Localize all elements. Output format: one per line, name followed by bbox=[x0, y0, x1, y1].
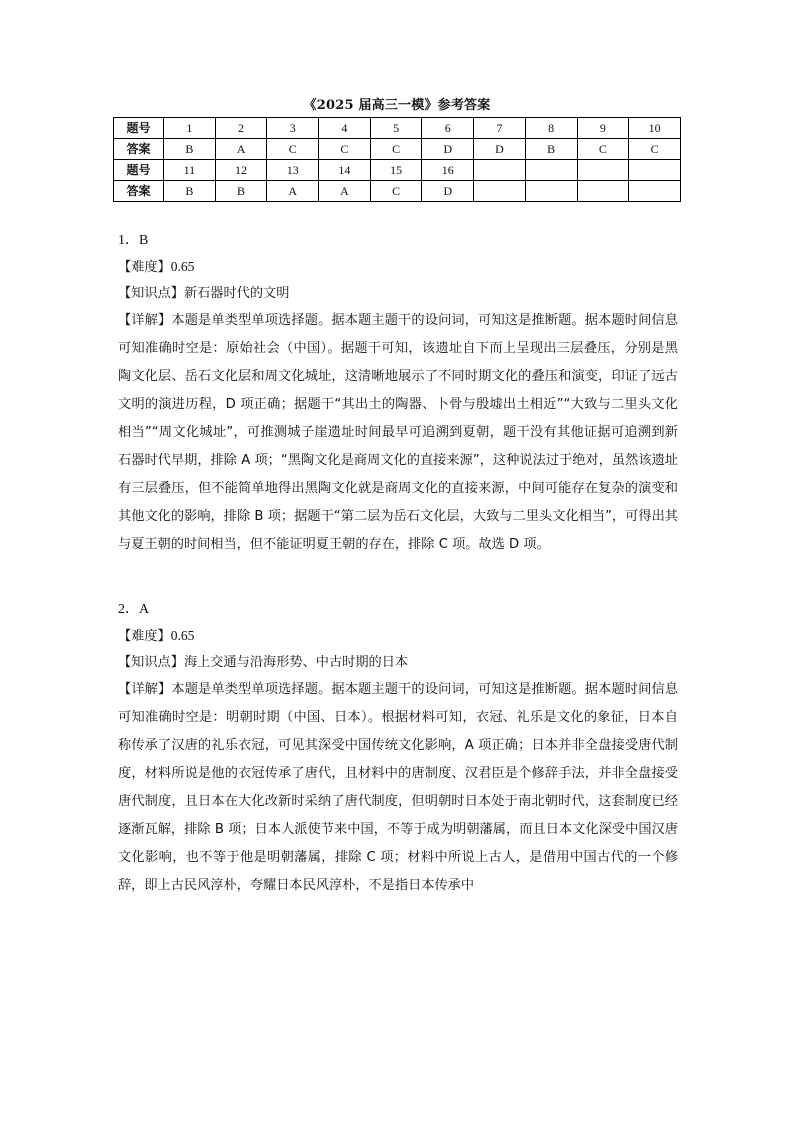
answer-table-cell: A bbox=[215, 139, 267, 160]
answer-table-cell: 2 bbox=[215, 118, 267, 139]
detail-label: 【详解】 bbox=[118, 313, 172, 328]
explanations bbox=[118, 228, 678, 900]
answer-table-cell: 14 bbox=[319, 160, 371, 181]
answer-table-cell: D bbox=[422, 181, 474, 202]
answer-table-cell bbox=[629, 181, 681, 202]
answer-table-cell: 12 bbox=[215, 160, 267, 181]
answer-table-cell: A bbox=[267, 181, 319, 202]
detail-paragraph bbox=[118, 307, 678, 559]
answer-table-cell: 15 bbox=[370, 160, 422, 181]
answer-table-cell: 6 bbox=[422, 118, 474, 139]
row-header-cell: 答案 bbox=[114, 139, 164, 160]
answer-table-row bbox=[114, 118, 681, 139]
detail-label: 【详解】 bbox=[118, 682, 172, 697]
row-header-cell: 题号 bbox=[114, 118, 164, 139]
knowledge-label: 【知识点】 bbox=[118, 655, 184, 670]
difficulty-label: 【难度】 bbox=[118, 260, 171, 275]
row-header-cell: 答案 bbox=[114, 181, 164, 202]
answer-table-cell: C bbox=[370, 181, 422, 202]
answer-table-cell bbox=[629, 160, 681, 181]
detail-paragraph bbox=[118, 676, 678, 900]
answer-table-cell: C bbox=[370, 139, 422, 160]
answer-table-cell: C bbox=[319, 139, 371, 160]
row-header-cell: 题号 bbox=[114, 160, 164, 181]
answer-table-cell bbox=[474, 181, 526, 202]
answer-table-cell: 10 bbox=[629, 118, 681, 139]
answer-table-cell bbox=[577, 160, 629, 181]
difficulty-line bbox=[118, 254, 678, 281]
difficulty-value: 0.65 bbox=[170, 259, 195, 274]
question-block-2 bbox=[118, 597, 678, 900]
answer-table-cell: B bbox=[164, 139, 216, 160]
answer-table-cell bbox=[474, 160, 526, 181]
answer-table-cell: B bbox=[525, 139, 577, 160]
difficulty-value: 0.65 bbox=[170, 628, 195, 643]
document-title: 《2025 届高三一模》参考答案 bbox=[303, 98, 491, 113]
answer-table-cell: D bbox=[422, 139, 474, 160]
answer-table-cell: 4 bbox=[319, 118, 371, 139]
knowledge-line bbox=[118, 650, 678, 676]
answer-table-row bbox=[114, 139, 681, 160]
knowledge-value: 新石器时代的文明 bbox=[183, 286, 290, 301]
answer-table-cell bbox=[525, 160, 577, 181]
answer-table-cell: 11 bbox=[164, 160, 216, 181]
answer-table-cell: B bbox=[164, 181, 216, 202]
question-block-1 bbox=[118, 228, 678, 559]
difficulty-label: 【难度】 bbox=[118, 629, 171, 644]
answer-table-cell: 9 bbox=[577, 118, 629, 139]
question-number: 2．A bbox=[118, 602, 150, 617]
answer-table-row bbox=[114, 181, 681, 202]
difficulty-line bbox=[118, 623, 678, 650]
knowledge-label: 【知识点】 bbox=[118, 286, 184, 301]
answer-table-cell: B bbox=[215, 181, 267, 202]
question-number: 1．B bbox=[118, 233, 149, 248]
detail-text: 本题是单类型单项选择题。据本题主题干的设问词，可知这是推断题。据本题时间信息可知准确时空是：明朝时期（中国、日本）。根据材料可知，衣冠、礼乐是文化的象征，日本自称传承了汉唐的礼乐衣冠，可见其深受中国传统文化影响，A 项正确；日本并非全盘接受唐代制度，材料所说是他的衣冠传承了唐代，且材料中的唐制度、汉君臣是个修辞手法，并非全盘接受唐代制度，且日本在大化改新时采纳了唐代制度，但明朝时日本处于南北朝时代，这套制度已经逐渐瓦解，排除 B 项；日本人派使节来中国，不等于成为明朝藩属，而且日本文化深受中国汉唐文化影响，也不等于他是明朝藩属，排除 C 项；材料中所说上古人，是借用中国古代的一个修辞，即上古民风淳朴，夸耀日本民风淳朴，不是指日本传承中 bbox=[118, 682, 679, 893]
detail-text: 本题是单类型单项选择题。据本题主题干的设问词，可知这是推断题。据本题时间信息可知准确时空是：原始社会（中国）。据题干可知，该遗址自下而上呈现出三层叠压，分别是黑陶文化层、岳石文化层和周文化城址，这清晰地展示了不同时期文化的叠压和演变，印证了远古文明的演进历程，D 项正确；据题干“其出土的陶器、卜骨与殷墟出土相近”“大致与二里头文化相当”“周文化城址”，可推测城子崖遗址时间最早可追溯到夏朝，题干没有其他证据可追溯到新石器时代早期，排除 A 项；“黑陶文化是商周文化的直接来源”，这种说法过于绝对，虽然该遗址有三层叠压，但不能简单地得出黑陶文化就是商周文化的直接来源，中间可能存在复杂的演变和其他文化的影响，排除 B 项；据题干“第二层为岳石文化层，大致与二里头文化相当”，可得出其与夏王朝的时间相当，但不能证明夏王朝的存在，排除 C 项。故选 D 项。 bbox=[118, 313, 679, 552]
answer-table-cell: 5 bbox=[370, 118, 422, 139]
answer-table-cell: A bbox=[319, 181, 371, 202]
answer-table-cell bbox=[525, 181, 577, 202]
answer-table-cell: C bbox=[629, 139, 681, 160]
knowledge-line bbox=[118, 281, 678, 307]
knowledge-value: 海上交通与沿海形势、中古时期的日本 bbox=[183, 655, 409, 670]
answer-table-row bbox=[114, 160, 681, 181]
answer-table-cell bbox=[577, 181, 629, 202]
answer-table-cell: 7 bbox=[474, 118, 526, 139]
answer-table-cell: 3 bbox=[267, 118, 319, 139]
answer-table-cell: C bbox=[577, 139, 629, 160]
answer-table-cell: 1 bbox=[164, 118, 216, 139]
spacer bbox=[118, 559, 678, 597]
answer-table-cell: C bbox=[267, 139, 319, 160]
answer-table bbox=[113, 117, 681, 202]
answer-table-cell: 16 bbox=[422, 160, 474, 181]
answer-table-cell: D bbox=[474, 139, 526, 160]
answer-table-body bbox=[114, 118, 681, 202]
answer-table-cell: 13 bbox=[267, 160, 319, 181]
answer-table-cell: 8 bbox=[525, 118, 577, 139]
